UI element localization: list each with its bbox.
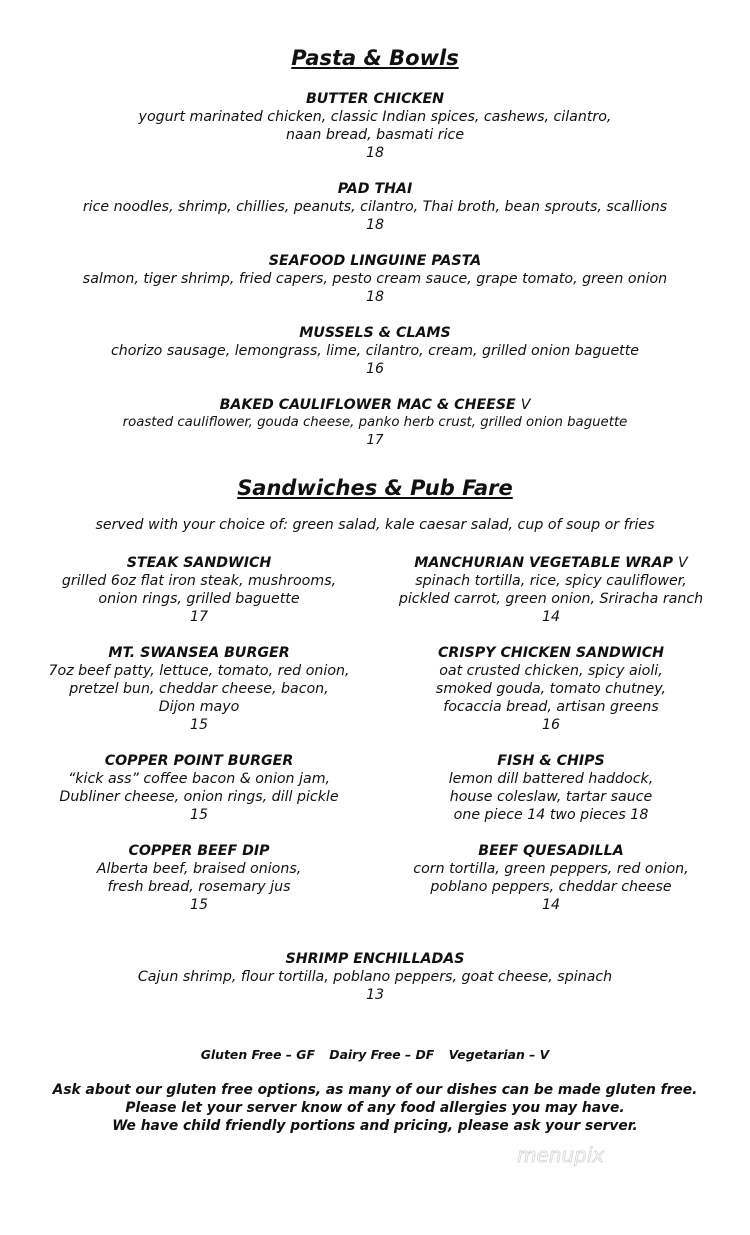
- item-desc: fresh bread, rosemary jus: [107, 879, 291, 895]
- note-gluten-free: Ask about our gluten free options, as many of our dishes can be made gluten free.: [52, 1082, 698, 1098]
- item-price: 15: [189, 717, 209, 733]
- item-desc: salmon, tiger shrimp, fried capers, pesto cream sauce, grape tomato, green onion: [82, 271, 668, 287]
- item-desc: house coleslaw, tartar sauce: [449, 789, 653, 805]
- item-desc: “kick ass” coffee bacon & onion jam,: [67, 771, 331, 787]
- item-name: SEAFOOD LINGUINE PASTA: [268, 253, 482, 269]
- item-desc: naan bread, basmati rice: [285, 127, 465, 143]
- item-desc: chorizo sausage, lemongrass, lime, cilantro, cream, grilled onion baguette: [110, 343, 640, 359]
- item-price: 14: [541, 609, 561, 625]
- vegetarian-tag: V: [520, 397, 531, 413]
- item-desc: Cajun shrimp, flour tortilla, poblano peppers, goat cheese, spinach: [137, 969, 613, 985]
- section-title-sandwiches: Sandwiches & Pub Fare: [237, 476, 513, 500]
- item-name: STEAK SANDWICH: [126, 555, 272, 571]
- note-allergies: Please let your server know of any food allergies you may have.: [125, 1100, 625, 1116]
- item-name: [390, 554, 712, 572]
- watermark-text: menupix: [517, 1143, 605, 1167]
- item-desc: 7oz beef patty, lettuce, tomato, red onion,: [48, 663, 350, 679]
- dietary-legend: [0, 1047, 750, 1062]
- item-price: 15: [189, 807, 209, 823]
- menu-item-mussels-clams: [0, 324, 750, 378]
- item-desc: pretzel bun, cheddar cheese, bacon,: [69, 681, 329, 697]
- legend-dairy-free: Dairy Free – DF: [329, 1047, 435, 1062]
- menu-item-shrimp-enchilladas: [0, 950, 750, 1004]
- item-name: MT. SWANSEA BURGER: [108, 645, 290, 661]
- item-price: 14: [541, 897, 561, 913]
- section-title-pasta-bowls: Pasta & Bowls: [291, 46, 459, 70]
- item-name: SHRIMP ENCHILLADAS: [285, 951, 465, 967]
- section-subtitle: served with your choice of: green salad, kale caesar salad, cup of soup or fries: [95, 517, 655, 533]
- menu-item-seafood-linguine: [0, 252, 750, 306]
- item-desc: pickled carrot, green onion, Sriracha ranch: [398, 591, 704, 607]
- item-name-text: BAKED CAULIFLOWER MAC & CHEESE: [219, 397, 516, 413]
- item-desc: smoked gouda, tomato chutney,: [435, 681, 667, 697]
- legend-gluten-free: Gluten Free – GF: [200, 1047, 315, 1062]
- item-price: 16: [365, 361, 385, 377]
- item-name: COPPER POINT BURGER: [104, 753, 294, 769]
- item-desc: Dijon mayo: [158, 699, 240, 715]
- item-price: 18: [365, 289, 385, 305]
- item-price: 13: [365, 987, 385, 1003]
- item-price: one piece 14 two pieces 18: [453, 807, 649, 823]
- menu-item-copper-point-burger: [18, 752, 380, 824]
- item-desc: corn tortilla, green peppers, red onion,: [413, 861, 689, 877]
- item-desc: lemon dill battered haddock,: [448, 771, 654, 787]
- menu-item-manchurian-wrap: [390, 554, 712, 626]
- item-desc: focaccia bread, artisan greens: [443, 699, 659, 715]
- item-price: 15: [189, 897, 209, 913]
- item-price: 16: [541, 717, 561, 733]
- item-price: 17: [189, 609, 209, 625]
- item-name: BEEF QUESADILLA: [478, 843, 624, 859]
- menupix-watermark: [515, 1138, 630, 1172]
- menu-item-copper-beef-dip: [18, 842, 380, 914]
- item-desc: spinach tortilla, rice, spicy cauliflower,: [415, 573, 687, 589]
- item-name: FISH & CHIPS: [497, 753, 605, 769]
- item-desc: Dubliner cheese, onion rings, dill pickle: [59, 789, 339, 805]
- item-name: BUTTER CHICKEN: [305, 91, 445, 107]
- item-price: 17: [366, 433, 384, 448]
- menu-item-steak-sandwich: [18, 554, 380, 626]
- menu-item-pad-thai: [0, 180, 750, 234]
- menu-item-fish-chips: [390, 752, 712, 824]
- footer-notes: [0, 1081, 750, 1135]
- vegetarian-tag: V: [678, 555, 688, 571]
- item-name: MUSSELS & CLAMS: [299, 325, 451, 341]
- item-desc: rice noodles, shrimp, chillies, peanuts, cilantro, Thai broth, bean sprouts, scallions: [82, 199, 668, 215]
- menu-item-beef-quesadilla: [390, 842, 712, 914]
- menu-item-swansea-burger: [18, 644, 380, 734]
- item-name: PAD THAI: [337, 181, 413, 197]
- menu-item-butter-chicken: [0, 90, 750, 162]
- item-name: CRISPY CHICKEN SANDWICH: [438, 645, 664, 661]
- menu-item-cauliflower-mac: [0, 396, 750, 450]
- item-desc: poblano peppers, cheddar cheese: [430, 879, 672, 895]
- item-desc: onion rings, grilled baguette: [98, 591, 300, 607]
- item-desc: oat crusted chicken, spicy aioli,: [439, 663, 663, 679]
- item-price: 18: [365, 145, 385, 161]
- menu-item-crispy-chicken: [390, 644, 712, 734]
- item-name: COPPER BEEF DIP: [128, 843, 270, 859]
- item-desc: roasted cauliflower, gouda cheese, panko herb crust, grilled onion baguette: [122, 415, 628, 430]
- item-price: 18: [365, 217, 385, 233]
- item-name: [0, 396, 750, 414]
- item-desc: Alberta beef, braised onions,: [96, 861, 302, 877]
- item-name-text: MANCHURIAN VEGETABLE WRAP: [414, 555, 674, 571]
- item-desc: yogurt marinated chicken, classic Indian spices, cashews, cilantro,: [138, 109, 612, 125]
- legend-vegetarian: Vegetarian – V: [448, 1047, 550, 1062]
- item-desc: grilled 6oz flat iron steak, mushrooms,: [61, 573, 337, 589]
- note-child-portions: We have child friendly portions and pricing, please ask your server.: [112, 1118, 638, 1134]
